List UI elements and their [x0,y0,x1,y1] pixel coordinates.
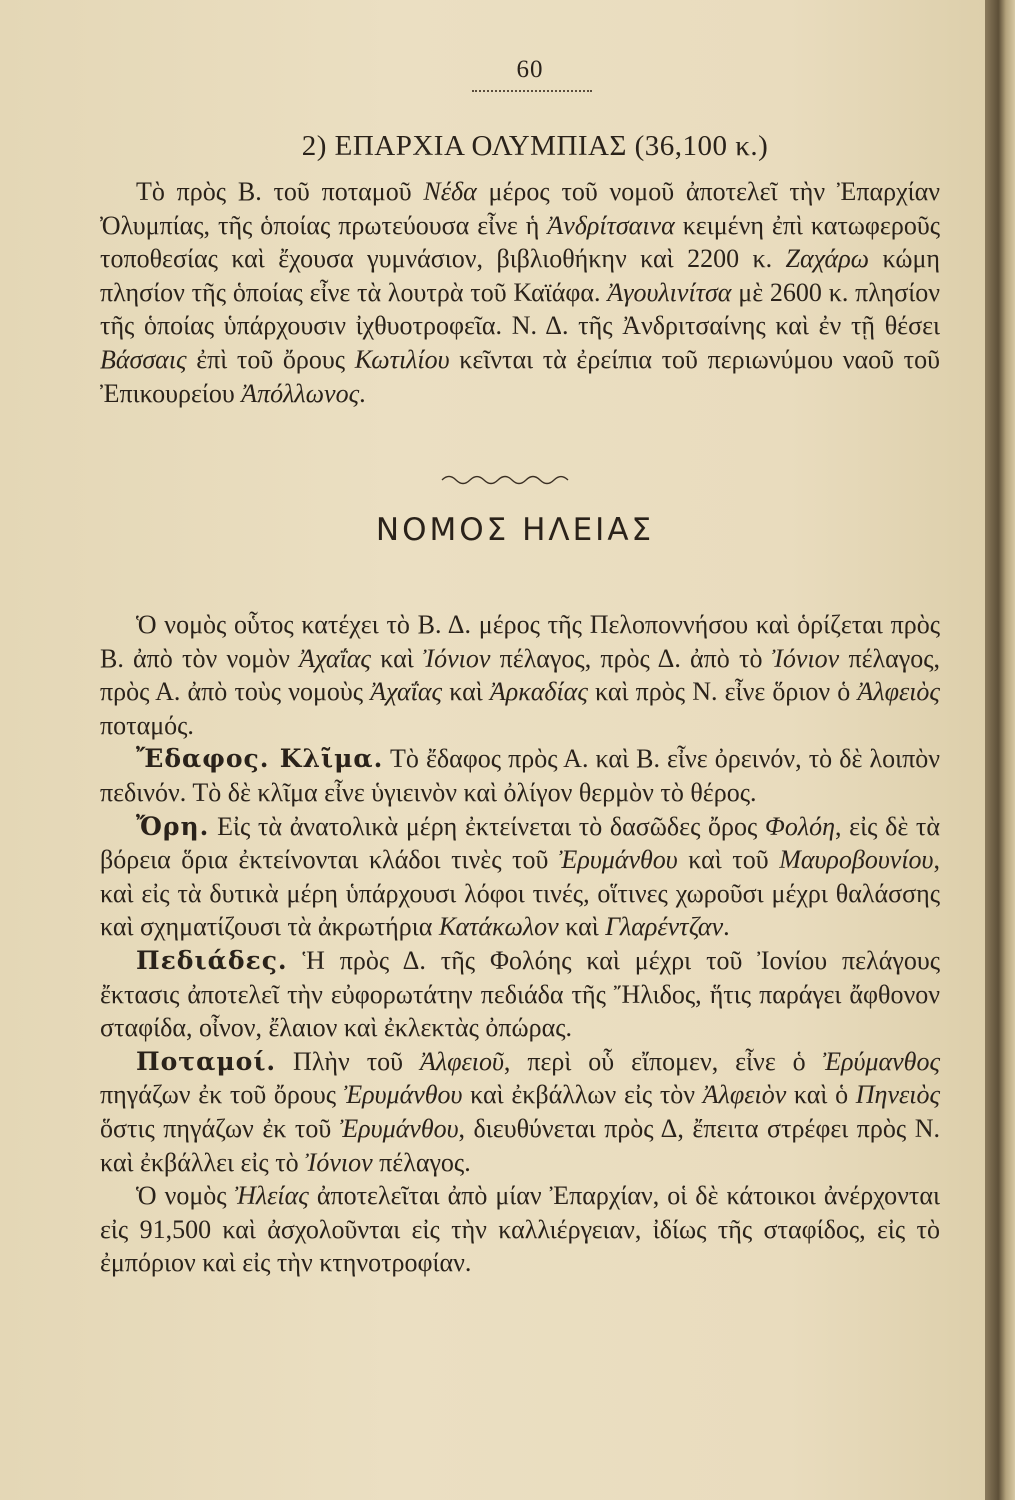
page-number: 60 [516,56,544,83]
intro-paragraph: Τὸ πρὸς Β. τοῦ ποταμοῦ Νέδα μέρος τοῦ νομοῦ ἀποτελεῖ τὴν Ἐπαρχίαν Ὀλυμπίας, τῆς ὁποίας πρωτεύουσα εἶνε ἡ Ἀνδρίτσαινα κειμένη ἐπὶ κατωφεροῦς τοποθεσίας καὶ ἔχουσα γυμνάσιον, βιβλιοθήκην καὶ 2200 κ. Ζαχάρω κώμη πλησίον τῆς ὁποίας εἶνε τὰ λουτρὰ τοῦ Καϊάφα. Ἀγουλινίτσα μὲ 2600 κ. πλησίον τῆς ὁποίας ὑπάρχουσιν ἰχθυοτροφεῖα. Ν. Δ. τῆς Ἀνδριτσαίνης καὶ ἐν τῇ θέσει Βάσσαις ἐπὶ τοῦ ὄρους Κωτιλίου κεῖνται τὰ ἐρείπια τοῦ περιωνύμου ναοῦ τοῦ Ἐπικουρείου Ἀπόλλωνος. [100,177,941,408]
plains-heading: Πεδιάδες. [136,945,288,975]
subsection-heading: 2) ΕΠΑΡΧΙΑ ΟΛΥΜΠΙΑΣ (36,100 κ.) [301,130,769,162]
mountains-paragraph: Ὄρη. Εἰς τὰ ἀνατολικὰ μέρη ἐκτείνεται τὸ δασῶδες ὄρος Φολόη, εἰς δὲ τὰ βόρεια ὅρια ἐκτείνονται κλάδοι τινὲς τοῦ Ἐρυμάνθου καὶ τοῦ Μαυροβουνίου, καὶ εἰς τὰ δυτικὰ μέρη ὑπάρχουσι λόφοι τινές, οἵτινες χωροῦσι μέχρι θαλάσσης καὶ σχηματίζουσι τὰ ἀκρωτήρια Κατάκωλον καὶ Γλαρέντζαν. [100,811,941,942]
soil-climate-paragraph: Ἔδαφος. Κλῖμα. Τὸ ἔδαφος πρὸς Α. καὶ Β. εἶνε ὀρεινόν, τὸ δὲ λοιπὸν πεδινόν. Τὸ δὲ κλῖμα εἶνε ὑγιεινὸν καὶ ὀλίγον θερμὸν τὸ θέρος. [100,744,940,807]
page-number-rule [472,90,592,92]
nomos-body [100,608,940,1280]
plains-paragraph: Πεδιάδες. Ἡ πρὸς Δ. τῆς Φολόης καὶ μέχρι τοῦ Ἰονίου πελάγους ἔκτασις ἀποτελεῖ τὴν εὐφορωτάτην πεδιάδα τῆς Ἤλιδος, ἥτις παράγει ἄφθονον σταφίδα, οἶνον, ἔλαιον καὶ ἐκλεκτὰς ὀπώρας. [100,945,940,1043]
rivers-heading: Ποταμοί. [136,1046,277,1076]
section-title: ΝΟΜΟΣ ΗΛΕΙΑΣ [375,512,655,548]
rivers-paragraph: Ποταμοί. Πλὴν τοῦ Ἀλφειοῦ, περὶ οὗ εἴπομεν, εἶνε ὁ Ἐρύμανθος πηγάζων ἐκ τοῦ ὄρους Ἐρυμάνθου καὶ ἐκβάλλων εἰς τὸν Ἀλφειὸν καὶ ὁ Πηνειὸς ὅστις πηγάζων ἐκ τοῦ Ἐρυμάνθου, διευθύνεται πρὸς Δ, ἔπειτα στρέφει πρὸς Ν. καὶ ἐκβάλλει εἰς τὸ Ἰόνιον πέλαγος. [100,1046,940,1177]
intro-block [100,175,940,410]
wavy-ornament [440,470,575,490]
soil-climate-heading: Ἔδαφος. Κλῖμα. [136,744,384,774]
location-paragraph: Ὁ νομὸς οὗτος κατέχει τὸ Β. Δ. μέρος τῆς Πελοποννήσου καὶ ὁρίζεται πρὸς Β. ἀπὸ τὸν νομὸν Ἀχαΐας καὶ Ἰόνιον πέλαγος, πρὸς Δ. ἀπὸ τὸ Ἰόνιον πέλαγος, πρὸς Α. ἀπὸ τοὺς νομοὺς Ἀχαΐας καὶ Ἀρκαδίας καὶ πρὸς Ν. εἶνε ὅριον ὁ Ἀλφειὸς ποταμός. [100,610,940,740]
mountains-heading: Ὄρη. [136,811,210,841]
book-spine-edge [985,0,1015,1500]
population-paragraph: Ὁ νομὸς Ἠλείας ἀποτελεῖται ἀπὸ μίαν Ἐπαρχίαν, οἱ δὲ κάτοικοι ἀνέρχονται εἰς 91,500 καὶ ἀσχολοῦνται εἰς τὴν καλλιέργειαν, ἰδίως τῆς σταφίδος, εἰς τὸ ἐμπόριον καὶ εἰς τὴν κτηνοτροφίαν. [100,1181,940,1278]
